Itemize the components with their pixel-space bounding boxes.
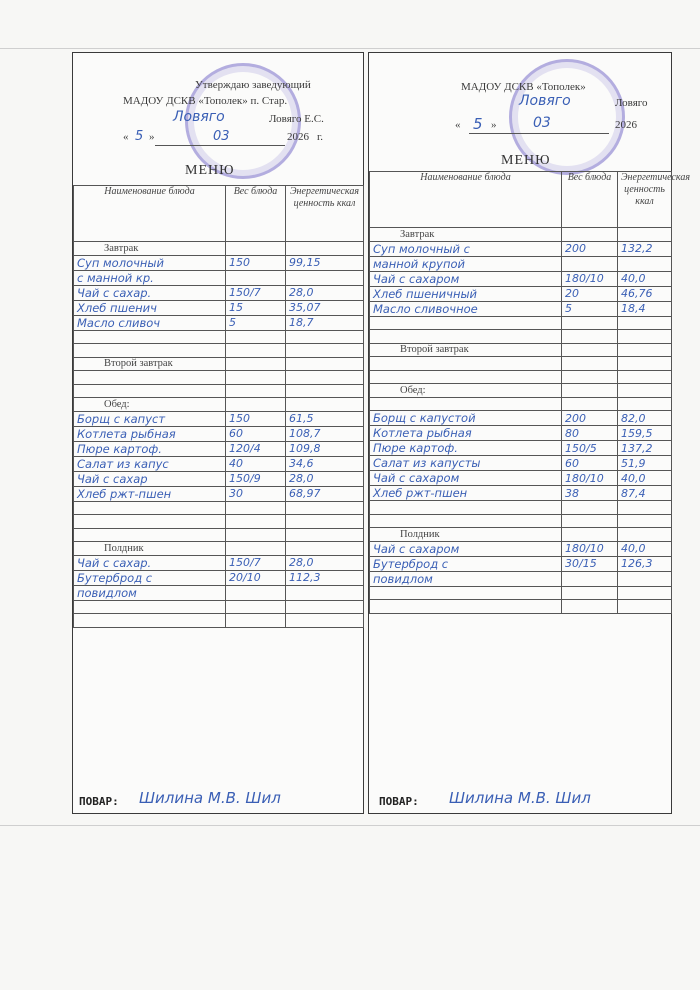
menu-row: [370, 411, 672, 426]
dish-name: повидлом: [370, 571, 562, 586]
menu-table-left: [73, 185, 364, 628]
dish-energy: 51,9: [618, 456, 672, 471]
section-row: [370, 343, 672, 357]
dish-weight: 150/9: [226, 471, 286, 486]
menu-row: [370, 514, 672, 528]
dish-weight: [562, 586, 618, 600]
menu-row: [370, 357, 672, 371]
dish-energy: 68,97: [286, 486, 364, 501]
dish-weight: [226, 398, 286, 412]
menu-row: [74, 515, 364, 529]
dish-energy: [286, 384, 364, 398]
date-month: 03: [533, 115, 551, 131]
dish-name: [74, 501, 226, 515]
menu-row: [370, 301, 672, 316]
dish-weight: 150/7: [226, 285, 286, 300]
dish-name: [74, 515, 226, 529]
dish-name: [370, 357, 562, 371]
head-signature: Ловяго: [173, 109, 225, 125]
dish-energy: 46,76: [618, 286, 672, 301]
menu-row: [370, 441, 672, 456]
dish-name: Чай с сахаром: [370, 471, 562, 486]
dish-energy: [618, 514, 672, 528]
menu-row: [370, 486, 672, 501]
dish-weight: 60: [562, 456, 618, 471]
dish-name: [74, 600, 226, 614]
menu-row: [370, 541, 672, 556]
date-year: 2026: [287, 131, 309, 143]
dish-energy: [618, 343, 672, 357]
approval-line-1: Утверждаю заведующий: [195, 79, 311, 91]
dish-name: Чай с сахаром: [370, 541, 562, 556]
dish-weight: 30: [226, 486, 286, 501]
dish-name: Борщ с капустой: [370, 411, 562, 426]
dish-weight: 150: [226, 411, 286, 426]
date-close: »: [491, 119, 497, 131]
dish-energy: 112,3: [286, 570, 364, 585]
dish-energy: 40,0: [618, 471, 672, 486]
dish-name: Хлеб ржт-пшен: [74, 486, 226, 501]
menu-row: [74, 315, 364, 330]
scan-line: [0, 48, 700, 49]
dish-energy: [618, 397, 672, 411]
dish-energy: [286, 270, 364, 285]
menu-row: [74, 344, 364, 358]
section-row: [74, 542, 364, 556]
dish-name: [370, 397, 562, 411]
menu-row: [370, 256, 672, 271]
dish-name: Хлеб ржт-пшен: [370, 486, 562, 501]
menu-row: [74, 471, 364, 486]
dish-energy: 40,0: [618, 541, 672, 556]
col-header-weight: Вес блюда: [226, 186, 286, 242]
dish-weight: 38: [562, 486, 618, 501]
dish-weight: [562, 514, 618, 528]
date-year-suffix: г.: [317, 131, 324, 143]
section-label: Второй завтрак: [74, 357, 226, 371]
dish-name: Бутерброд с: [370, 556, 562, 571]
menu-row: [74, 426, 364, 441]
dish-name: [370, 600, 562, 614]
dish-weight: [562, 571, 618, 586]
menu-row: [370, 426, 672, 441]
dish-weight: [226, 585, 286, 600]
dish-name: [370, 501, 562, 515]
dish-energy: 159,5: [618, 426, 672, 441]
dish-energy: [286, 344, 364, 358]
dish-name: Масло сливоч: [74, 315, 226, 330]
dish-energy: [618, 586, 672, 600]
section-row: [370, 228, 672, 242]
dish-energy: 28,0: [286, 285, 364, 300]
dish-weight: 80: [562, 426, 618, 441]
menu-row: [74, 330, 364, 344]
menu-row: [74, 441, 364, 456]
dish-energy: 99,15: [286, 255, 364, 270]
menu-row: [370, 316, 672, 330]
dish-weight: [226, 357, 286, 371]
dish-weight: 40: [226, 456, 286, 471]
date-close: »: [149, 131, 155, 143]
dish-energy: [618, 228, 672, 242]
menu-row: [74, 300, 364, 315]
dish-name: [74, 614, 226, 628]
dish-name: [370, 330, 562, 344]
dish-energy: [618, 571, 672, 586]
section-label: Завтрак: [74, 242, 226, 256]
col-header-name: Наименование блюда: [74, 186, 226, 242]
dish-weight: [562, 228, 618, 242]
section-label: Обед:: [74, 398, 226, 412]
section-label: Обед:: [370, 384, 562, 398]
menu-row: [74, 411, 364, 426]
dish-energy: [618, 357, 672, 371]
dish-energy: 40,0: [618, 271, 672, 286]
dish-weight: [562, 528, 618, 542]
dish-energy: [618, 316, 672, 330]
dish-name: [74, 330, 226, 344]
approval-line-1: МАДОУ ДСКВ «Тополек»: [461, 81, 586, 93]
dish-weight: [226, 344, 286, 358]
dish-name: Котлета рыбная: [74, 426, 226, 441]
dish-energy: 28,0: [286, 555, 364, 570]
dish-weight: [226, 600, 286, 614]
menu-row: [370, 286, 672, 301]
dish-energy: [286, 614, 364, 628]
dish-weight: 15: [226, 300, 286, 315]
section-label: Второй завтрак: [370, 343, 562, 357]
menu-row: [370, 456, 672, 471]
dish-name: [74, 528, 226, 542]
dish-weight: [226, 614, 286, 628]
menu-title: МЕНЮ: [501, 153, 551, 168]
menu-row: [74, 614, 364, 628]
dish-name: [74, 384, 226, 398]
cook-label: ПОВАР:: [379, 795, 419, 808]
section-row: [370, 384, 672, 398]
dish-weight: [562, 256, 618, 271]
dish-weight: 180/10: [562, 271, 618, 286]
dish-energy: [286, 398, 364, 412]
dish-weight: [226, 330, 286, 344]
dish-weight: 120/4: [226, 441, 286, 456]
menu-title: МЕНЮ: [185, 163, 235, 178]
dish-weight: [226, 501, 286, 515]
dish-name: манной крупой: [370, 256, 562, 271]
dish-name: Салат из капусты: [370, 456, 562, 471]
dish-weight: 180/10: [562, 541, 618, 556]
dish-name: [74, 371, 226, 385]
section-row: [74, 357, 364, 371]
menu-row: [370, 271, 672, 286]
menu-row: [74, 371, 364, 385]
menu-row: [74, 501, 364, 515]
dish-weight: [562, 600, 618, 614]
section-label: Полдник: [74, 542, 226, 556]
menu-row: [370, 571, 672, 586]
dish-weight: 180/10: [562, 471, 618, 486]
dish-name: Бутерброд с: [74, 570, 226, 585]
menu-row: [74, 384, 364, 398]
dish-weight: [562, 357, 618, 371]
dish-energy: [618, 384, 672, 398]
col-header-weight: Вес блюда: [562, 172, 618, 228]
menu-row: [370, 397, 672, 411]
dish-weight: [226, 384, 286, 398]
dish-energy: [618, 600, 672, 614]
dish-energy: [286, 330, 364, 344]
dish-name: [370, 514, 562, 528]
dish-energy: [618, 330, 672, 344]
menu-row: [74, 528, 364, 542]
head-signature: Ловяго: [519, 93, 571, 109]
dish-weight: [226, 515, 286, 529]
menu-table-right: [369, 171, 690, 614]
dish-weight: [562, 330, 618, 344]
head-name: Ловяго Е.С.: [269, 113, 324, 125]
dish-energy: [286, 528, 364, 542]
section-row: [74, 398, 364, 412]
menu-row: [370, 556, 672, 571]
menu-row: [74, 555, 364, 570]
date-year: 2026: [615, 119, 637, 131]
dish-energy: [286, 242, 364, 256]
dish-name: Суп молочный: [74, 255, 226, 270]
cook-label: ПОВАР:: [79, 795, 119, 808]
dish-energy: [286, 371, 364, 385]
menu-row: [74, 570, 364, 585]
date-underline: [469, 133, 609, 134]
menu-row: [74, 255, 364, 270]
menu-row: [74, 285, 364, 300]
dish-weight: [562, 384, 618, 398]
section-label: Полдник: [370, 528, 562, 542]
dish-energy: 109,8: [286, 441, 364, 456]
dish-name: [74, 344, 226, 358]
dish-name: Чай с сахар: [74, 471, 226, 486]
date-day: 5: [135, 129, 144, 144]
scan-line: [0, 825, 700, 826]
dish-weight: [562, 343, 618, 357]
col-header-name: Наименование блюда: [370, 172, 562, 228]
dish-weight: [226, 242, 286, 256]
menu-row: [74, 600, 364, 614]
menu-row: [74, 456, 364, 471]
dish-weight: 150: [226, 255, 286, 270]
menu-panel-left: [72, 52, 364, 814]
dish-weight: 60: [226, 426, 286, 441]
dish-energy: [286, 600, 364, 614]
dish-weight: 20/10: [226, 570, 286, 585]
dish-energy: 18,4: [618, 301, 672, 316]
approval-line-2: МАДОУ ДСКВ «Тополек» п. Стар.: [123, 95, 288, 107]
dish-weight: [226, 528, 286, 542]
menu-row: [370, 370, 672, 384]
date-underline: [155, 145, 285, 146]
dish-name: Пюре картоф.: [370, 441, 562, 456]
col-header-energy: Энергетическая ценность ккал: [618, 172, 672, 228]
dish-name: Хлеб пшенич: [74, 300, 226, 315]
dish-weight: 150/7: [226, 555, 286, 570]
dish-name: Салат из капус: [74, 456, 226, 471]
dish-name: повидлом: [74, 585, 226, 600]
dish-name: Хлеб пшеничный: [370, 286, 562, 301]
dish-energy: [618, 528, 672, 542]
dish-energy: 18,7: [286, 315, 364, 330]
cook-signature: Шилина М.В. Шил: [449, 789, 591, 807]
dish-name: [370, 316, 562, 330]
dish-weight: [562, 501, 618, 515]
dish-weight: 200: [562, 241, 618, 256]
dish-energy: [286, 357, 364, 371]
dish-weight: [562, 370, 618, 384]
dish-energy: 61,5: [286, 411, 364, 426]
dish-weight: [226, 270, 286, 285]
dish-energy: [286, 585, 364, 600]
dish-weight: 5: [226, 315, 286, 330]
menu-row: [74, 270, 364, 285]
dish-energy: [618, 370, 672, 384]
dish-name: Чай с сахар.: [74, 285, 226, 300]
dish-name: с манной кр.: [74, 270, 226, 285]
section-row: [74, 242, 364, 256]
menu-row: [74, 486, 364, 501]
cook-signature: Шилина М.В. Шил: [139, 789, 281, 807]
dish-weight: [226, 542, 286, 556]
dish-energy: 126,3: [618, 556, 672, 571]
dish-name: Котлета рыбная: [370, 426, 562, 441]
dish-energy: 137,2: [618, 441, 672, 456]
dish-energy: 35,07: [286, 300, 364, 315]
dish-name: Чай с сахар.: [74, 555, 226, 570]
dish-name: Масло сливочное: [370, 301, 562, 316]
dish-name: [370, 370, 562, 384]
dish-energy: 87,4: [618, 486, 672, 501]
date-open: «: [455, 119, 461, 131]
menu-row: [370, 600, 672, 614]
dish-energy: 108,7: [286, 426, 364, 441]
dish-weight: [226, 371, 286, 385]
dish-energy: 82,0: [618, 411, 672, 426]
col-header-energy: Энергетическая ценность ккал: [286, 186, 364, 242]
menu-row: [370, 330, 672, 344]
dish-weight: [562, 316, 618, 330]
menu-row: [370, 241, 672, 256]
menu-row: [74, 585, 364, 600]
section-row: [370, 528, 672, 542]
dish-name: Чай с сахаром: [370, 271, 562, 286]
dish-weight: 150/5: [562, 441, 618, 456]
dish-weight: 30/15: [562, 556, 618, 571]
section-label: Завтрак: [370, 228, 562, 242]
dish-energy: [286, 542, 364, 556]
head-name: Ловяго: [615, 97, 648, 109]
dish-weight: 20: [562, 286, 618, 301]
dish-energy: [618, 256, 672, 271]
dish-energy: 132,2: [618, 241, 672, 256]
dish-energy: 28,0: [286, 471, 364, 486]
dish-weight: 5: [562, 301, 618, 316]
menu-row: [370, 471, 672, 486]
menu-panel-right: [368, 52, 690, 814]
dish-name: [370, 586, 562, 600]
menu-row: [370, 501, 672, 515]
dish-name: Суп молочный с: [370, 241, 562, 256]
date-month: 03: [213, 129, 230, 144]
date-day: 5: [473, 115, 483, 133]
dish-energy: 34,6: [286, 456, 364, 471]
dish-energy: [286, 515, 364, 529]
dish-weight: 200: [562, 411, 618, 426]
dish-weight: [562, 397, 618, 411]
dish-name: Пюре картоф.: [74, 441, 226, 456]
dish-energy: [286, 501, 364, 515]
dish-energy: [618, 501, 672, 515]
menu-row: [370, 586, 672, 600]
date-open: «: [123, 131, 129, 143]
dish-name: Борщ с капуст: [74, 411, 226, 426]
